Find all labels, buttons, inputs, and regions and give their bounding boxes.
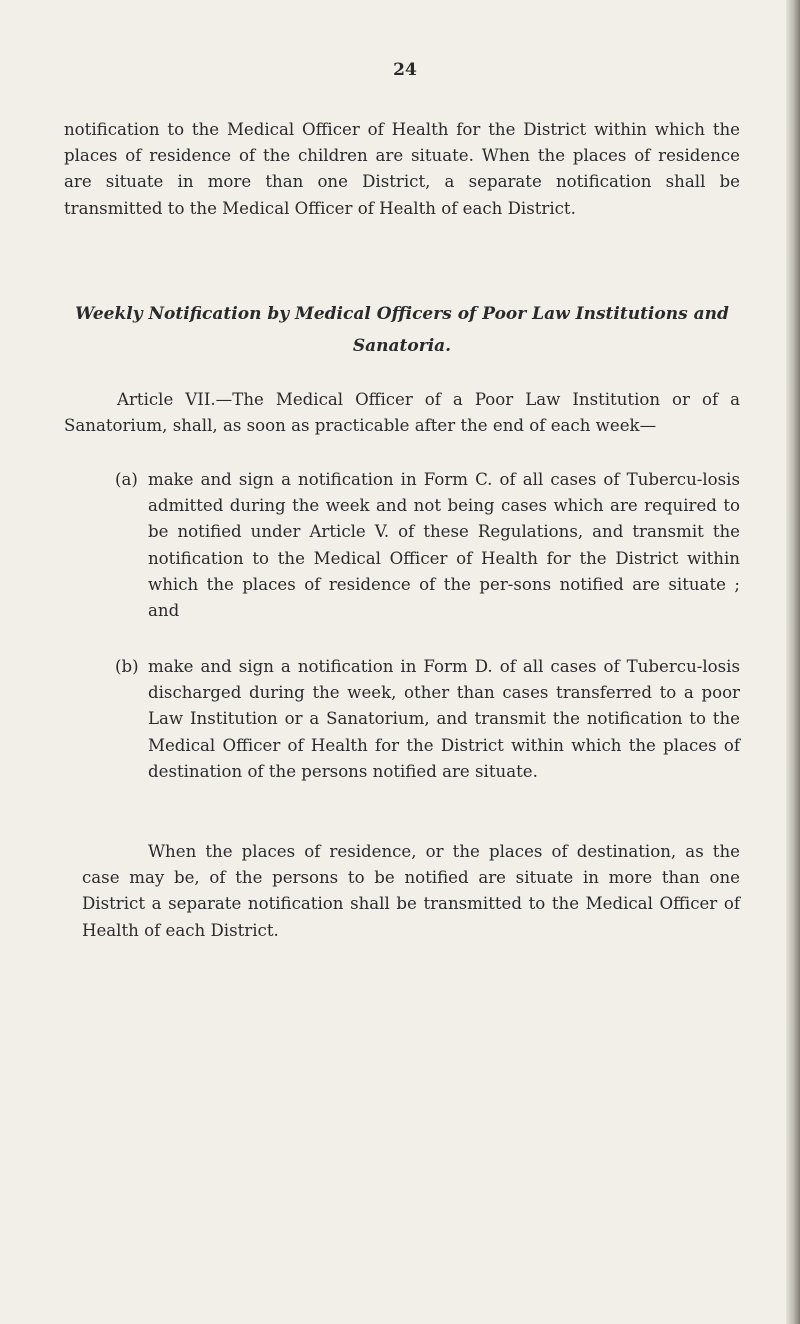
- section-heading: Weekly Notification by Medical Officers of Poor Law Institutions and Sanatoria.: [75, 304, 729, 356]
- list-item-text: make and sign a notification in Form D. of all cases of Tubercu-losis discharged during the week, other than cases transferred to a poor Law Institution or a Sanatorium, and transmit the notification to the Medical Officer of Health for the District within which the places of destination of the persons notified are situate.: [148, 657, 740, 781]
- article-paragraph: Article VII.—The Medical Officer of a Poor Law Institution or of a Sanatorium, shall, as soon as practicable after the end of each week—: [64, 390, 740, 436]
- list-item-label: (b): [115, 657, 139, 676]
- list-item-text: make and sign a notification in Form C. of all cases of Tubercu-losis admitted during the week and not being cases which are required to be notified under Article V. of these Regulations, and transmit the notification to the Medical Officer of Health for the District within which the places of residence of the per-sons notified are situate ; and: [148, 470, 740, 621]
- page-edge: [786, 0, 800, 1324]
- page-number: 24: [393, 60, 417, 80]
- closing-paragraph: When the places of residence, or the places of destination, as the case may be, of the persons to be notified are situate in more than one District a separate notification shall be transmitted to the Medical Officer of Health of each District.: [82, 842, 740, 940]
- intro-paragraph: notification to the Medical Officer of Health for the District within which the places of residence of the children are situate. When the places of residence are situate in more than one District, a separate notification shall be transmitted to the Medical Officer of Health of each District.: [64, 120, 740, 218]
- list-item-label: (a): [115, 470, 138, 489]
